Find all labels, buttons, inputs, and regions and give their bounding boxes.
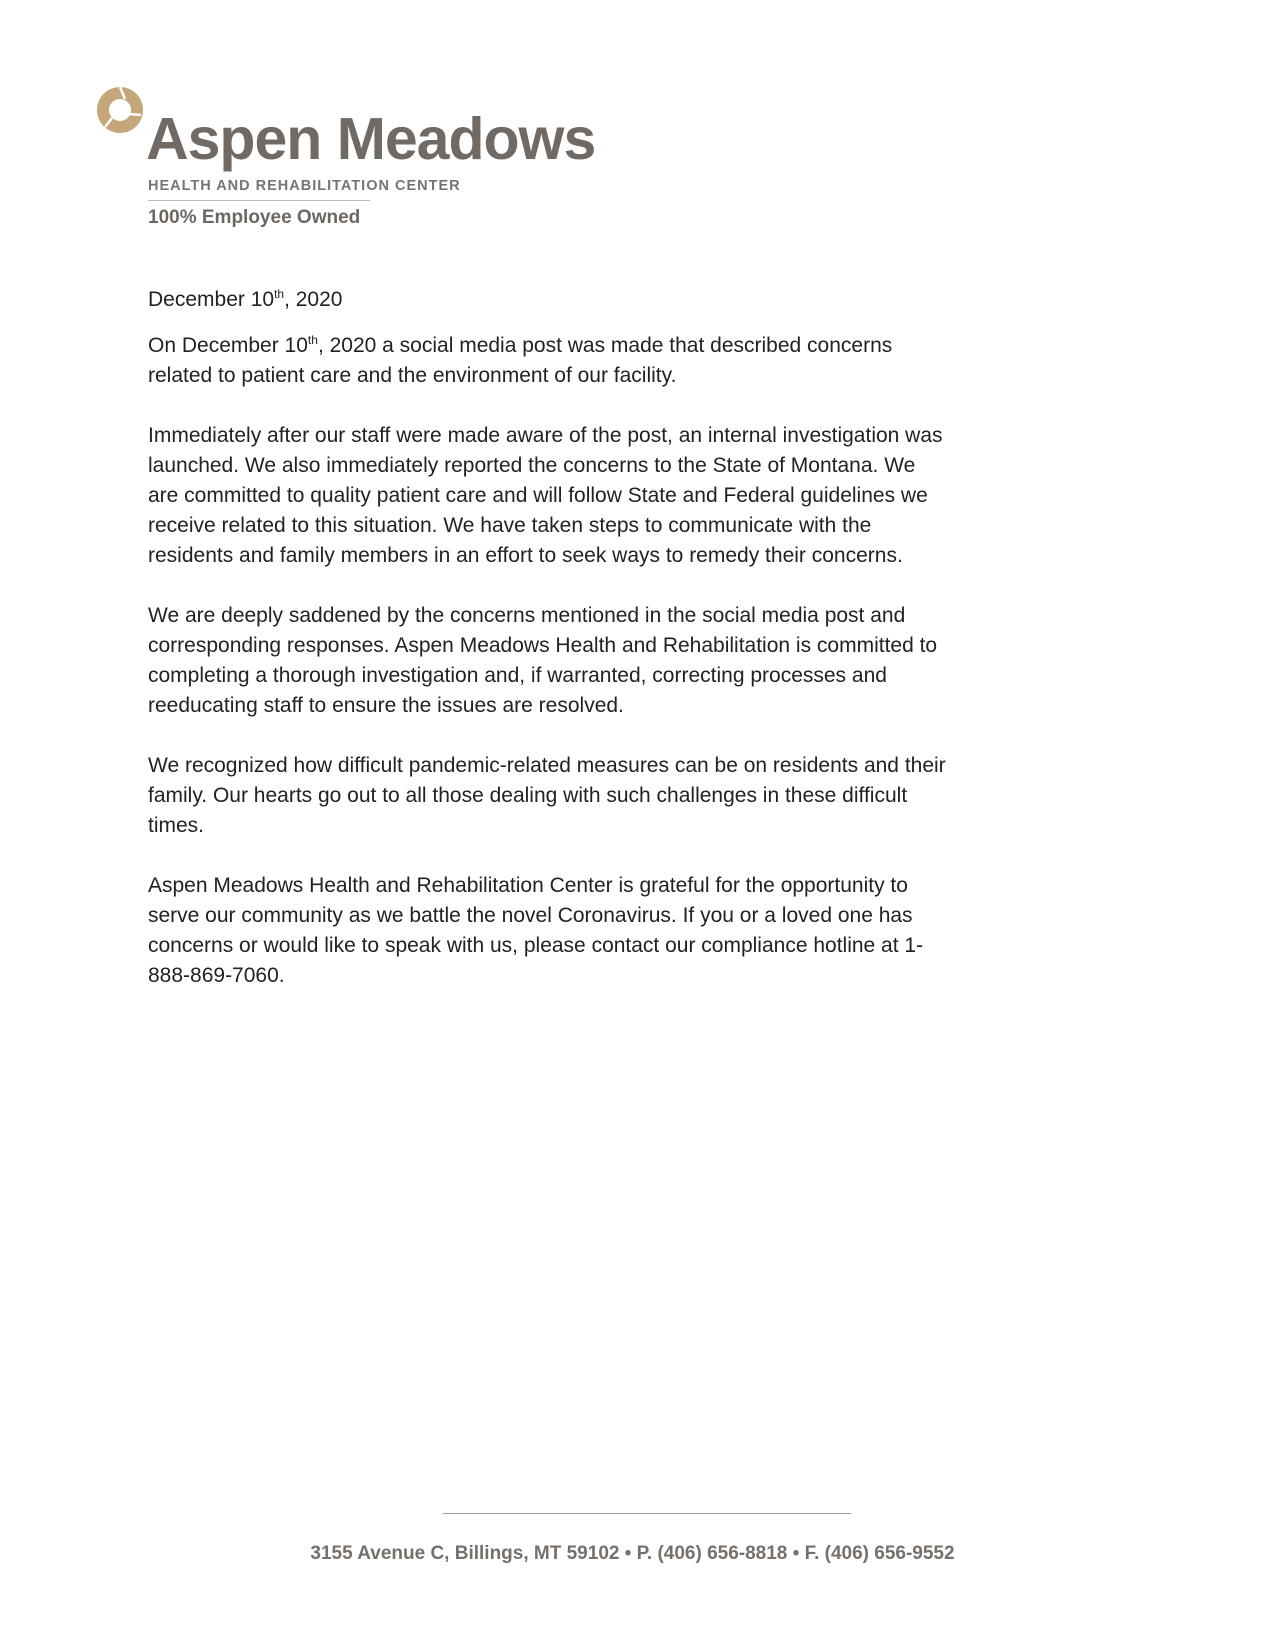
paragraph-line: serve our community as we battle the novel Coronavirus. If you or a loved one has: [148, 904, 913, 927]
aspen-logo-icon: [95, 85, 145, 135]
footer-address: 3155 Avenue C, Billings, MT 59102 • P. (406) 656-8818 • F. (406) 656-9552: [310, 1543, 955, 1564]
date-year: , 2020: [284, 288, 343, 311]
brand-tagline: 100% Employee Owned: [148, 207, 361, 228]
paragraph-line: concerns or would like to speak with us, please contact our compliance hotline at 1-: [148, 934, 924, 957]
paragraph: [148, 871, 1148, 991]
paragraph-line: reeducating staff to ensure the issues are resolved.: [148, 694, 624, 717]
letterhead-divider: [148, 200, 370, 201]
paragraph-line: family. Our hearts go out to all those dealing with such challenges in these difficult: [148, 784, 908, 807]
paragraph-line: residents and family members in an effort to seek ways to remedy their concerns.: [148, 544, 903, 567]
paragraph-line: We recognized how difficult pandemic-related measures can be on residents and their: [148, 754, 946, 777]
paragraph-line: On December 10th, 2020 a social media post was made that described concerns: [148, 333, 893, 357]
paragraph-line: We are deeply saddened by the concerns mentioned in the social media post and: [148, 604, 906, 627]
paragraph: [148, 751, 1148, 841]
paragraph: [148, 331, 1148, 391]
date-text: December 10: [148, 288, 275, 311]
footer-divider: [443, 1513, 851, 1514]
paragraph-line: Immediately after our staff were made aware of the post, an internal investigation was: [148, 424, 943, 447]
paragraph-line: related to patient care and the environment of our facility.: [148, 364, 677, 387]
paragraph-line: corresponding responses. Aspen Meadows Health and Rehabilitation is committed to: [148, 634, 938, 657]
paragraph: [148, 421, 1148, 571]
paragraph-line: completing a thorough investigation and, if warranted, correcting processes and: [148, 664, 887, 687]
paragraph-line: Aspen Meadows Health and Rehabilitation Center is grateful for the opportunity to: [148, 874, 908, 897]
brand-name: Aspen Meadows: [146, 106, 596, 172]
paragraph-line: times.: [148, 814, 205, 837]
brand-subtitle: HEALTH AND REHABILITATION CENTER: [148, 178, 461, 194]
paragraph-line: receive related to this situation. We have taken steps to communicate with the: [148, 514, 872, 537]
date-ordinal: th: [274, 287, 285, 301]
paragraph-line: launched. We also immediately reported the concerns to the State of Montana. We: [148, 454, 916, 477]
letter-body: [148, 285, 1148, 1021]
paragraph-line: 888-869-7060.: [148, 964, 285, 987]
letter-date: [148, 285, 1148, 315]
paragraph-line: are committed to quality patient care and will follow State and Federal guidelines we: [148, 484, 928, 507]
paragraph: [148, 601, 1148, 721]
